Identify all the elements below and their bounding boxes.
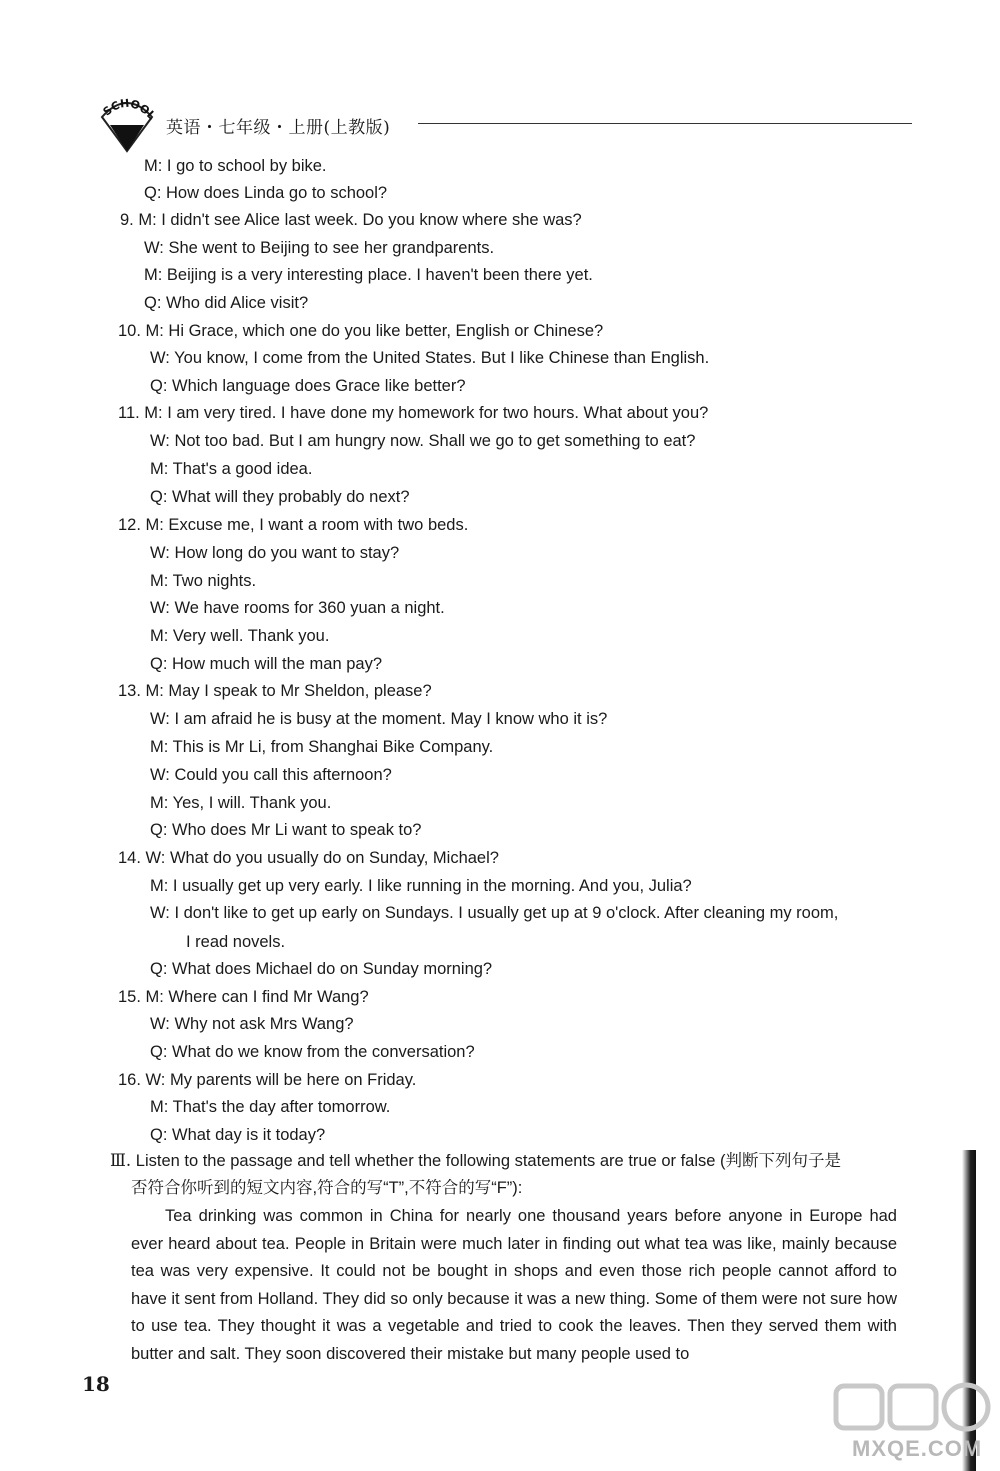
transcript-line: 9. M: I didn't see Alice last week. Do you know where she was?	[120, 211, 582, 229]
transcript-line: Q: Who does Mr Li want to speak to?	[150, 821, 422, 839]
transcript-line: W: Could you call this afternoon?	[150, 766, 392, 784]
transcript-line: 11. M: I am very tired. I have done my homework for two hours. What about you?	[118, 404, 709, 422]
transcript-line: M: Very well. Thank you.	[150, 627, 330, 645]
transcript-line: W: I am afraid he is busy at the moment. May I know who it is?	[150, 710, 608, 728]
watermark-text: MXQE.COM	[852, 1436, 983, 1461]
transcript-line: Q: How much will the man pay?	[150, 655, 383, 673]
section-instruction-line2: 否符合你听到的短文内容,符合的写“T”,不符合的写“F”):	[131, 1179, 523, 1197]
transcript-line: W: Why not ask Mrs Wang?	[150, 1015, 354, 1033]
transcript-line: Q: What do we know from the conversation?	[150, 1043, 475, 1061]
transcript-line: M: I go to school by bike.	[144, 157, 327, 175]
school-logo-icon	[96, 95, 158, 153]
transcript-line: 12. M: Excuse me, I want a room with two beds.	[118, 516, 469, 534]
transcript-line: M: That's the day after tomorrow.	[150, 1098, 391, 1116]
page-number: 18	[82, 1372, 110, 1396]
transcript-line: Q: Which language does Grace like better?	[150, 377, 466, 395]
transcript-line: 15. M: Where can I find Mr Wang?	[118, 988, 369, 1006]
page-header	[96, 95, 916, 155]
book-title: 英语・七年级・上册(上教版)	[166, 118, 391, 138]
transcript-line: 13. M: May I speak to Mr Sheldon, please?	[118, 682, 432, 700]
transcript-line: W: Not too bad. But I am hungry now. Shall we go to get something to eat?	[150, 432, 696, 450]
transcript-line: 14. W: What do you usually do on Sunday, Michael?	[118, 849, 499, 867]
transcript-line: 16. W: My parents will be here on Friday.	[118, 1071, 417, 1089]
transcript-line: Q: What will they probably do next?	[150, 488, 410, 506]
logo-text: SCHOOL	[100, 96, 158, 123]
transcript-line: I read novels.	[186, 933, 286, 951]
header-rule	[418, 123, 912, 124]
transcript-line: W: You know, I come from the United States. But I like Chinese than English.	[150, 349, 710, 367]
transcript-line: M: That's a good idea.	[150, 460, 313, 478]
section-3-heading	[110, 1151, 841, 1171]
transcript-line: M: I usually get up very early. I like running in the morning. And you, Julia?	[150, 877, 692, 895]
transcript-line: W: How long do you want to stay?	[150, 544, 400, 562]
passage: Tea drinking was common in China for nearly one thousand years before anyone in Europe had ever heard about tea. People in Britain were much later in finding out what tea was like, mainly because tea was very expensive. It could not be bought in shops and even those rich people cannot afford to have it sent from Holland. They did so only because it was a new thing. Some of them were not sure how to use tea. They thought it was a vegetable and tried to cook the leaves. Then they served them with butter and salt. They soon discovered their mistake but many people used to	[131, 1207, 897, 1363]
section-numeral: Ⅲ.	[110, 1151, 132, 1170]
transcript-line: M: This is Mr Li, from Shanghai Bike Company.	[150, 738, 494, 756]
transcript-line: W: I don't like to get up early on Sundays. I usually get up at 9 o'clock. After cleaning my room,	[150, 904, 839, 922]
transcript-line: M: Beijing is a very interesting place. I haven't been there yet.	[144, 266, 593, 284]
transcript-line: Q: Who did Alice visit?	[144, 294, 309, 312]
transcript-line: W: We have rooms for 360 yuan a night.	[150, 599, 445, 617]
transcript-line: Q: What day is it today?	[150, 1126, 326, 1144]
transcript-line: Q: How does Linda go to school?	[144, 184, 388, 202]
transcript-line: M: Two nights.	[150, 572, 257, 590]
transcript-line: W: She went to Beijing to see her grandparents.	[144, 239, 495, 257]
section-instruction-line1: Listen to the passage and tell whether the following statements are true or false (判断下列句子是	[135, 1152, 842, 1170]
transcript-line: M: Yes, I will. Thank you.	[150, 794, 332, 812]
transcript-line: 10. M: Hi Grace, which one do you like better, English or Chinese?	[118, 322, 604, 340]
transcript-line: Q: What does Michael do on Sunday morning?	[150, 960, 493, 978]
